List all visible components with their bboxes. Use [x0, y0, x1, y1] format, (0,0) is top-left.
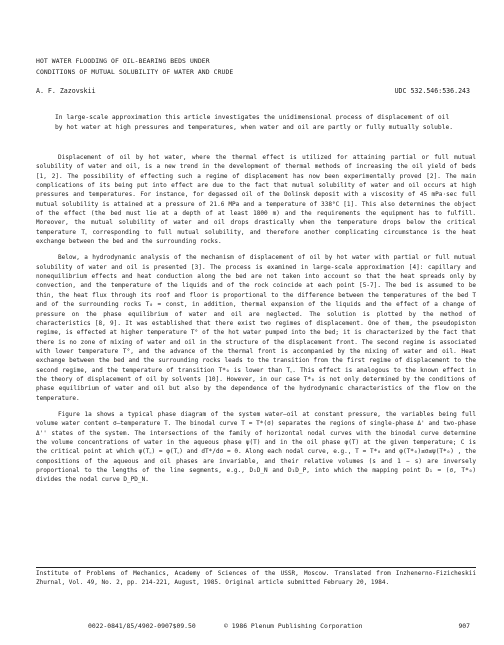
article-code: 0022-0841/85/4902-0907$09.50 [88, 622, 196, 630]
abstract: In large-scale approximation this article investigates the unidimensional process of displacement of oil by hot water at high pressures and temperatures, when water and oil are partly or fully mutually soluble. [55, 114, 454, 132]
footnote: Institute of Problems of Mechanics, Academy of Sciences of the USSR, Moscow. Translated from Inzhenerno-Fizicheskii Zhurnal, Vol. 49, No. 2, pp. 214-221, August, 1985. Original article submitted February 20, 1984. [36, 570, 476, 587]
page-footer [36, 620, 476, 632]
body-paragraph-1: Displacement of oil by hot water, where the thermal effect is utilized for attaining partial or full mutual solubility of water and oil, is a new trend in the development of thermal methods of increasing the oil yield of beds [1, 2]. The possibility of effecting such a regime of displacement has now been experimentally proved [2]. The main complications of its being put into effect are due to the fact that mutual solubility of water and oil occurs at high pressures and temperatures. For instance, for degassed oil of the Dolinsk deposit with a viscosity of 45 mPa·sec full mutual solubility is attained at a pressure of 21.6 MPa and a temperature of 338°C [1]. This also determines the object of the effect (the bed must lie at a depth of at least 1800 m) and the requirements the equipment has to fulfill. Moreover, the mutual solubility of water and oil drops drastically when the temperature drops below the critical temperature T꜀ corresponding to full mutual solubility, and therefore another complicating circumstance is the heat exchange between the bed and the surrounding rocks. [36, 154, 476, 246]
title-line-2: CONDITIONS OF MUTUAL SOLUBILITY OF WATER AND CRUDE [36, 68, 234, 76]
copyright-notice: © 1986 Plenum Publishing Corporation [224, 622, 363, 630]
footnote-divider [36, 567, 476, 568]
body-paragraph-2: Below, a hydrodynamic analysis of the mechanism of displacement of oil by hot water with partial or full mutual solubility of water and oil is presented [3]. The process is examined in large-scale approximation [4]: capillary and nonequilibrium effects and heat conduction along the bed are not taken into account so that the heat spreads only by convection, and the temperature of the liquids and of the rock coincide at each point [5-7]. The bed is assumed to be thin, the heat flux through its roof and floor is proportional to the difference between the temperatures of the bed T and of the surrounding rocks T₀ = const, in addition, thermal expansion of the liquids and the effect of a change of pressure on the phase equilibrium of water and oil are neglected. The solution is plotted by the method of characteristics [8, 9]. It was established that there exist two regimes of displacement. One of them, the pseudopiston regime, is effected at higher temperature T° of the hot water pumped into the bed; it is characterized by the fact that there is no zone of mixing of water and oil in the structure of the displacement front. The second regime is associated with lower temperature T°, and the advance of the thermal front is accompanied by the mixing of water and oil. Heat exchange between the bed and the surrounding rocks leads to the transition from the first regime of displacement to the second regime, and the temperature of transition T*₀ is lower than T꜀. This effect is analogous to the known effect in the theory of displacement of oil by solvents [10]. However, in our case T*₀ is not only determined by the conditions of phase equilibrium of water and oil but also by the dependence of the hydrodynamic characteristics of the flow on the temperature. [36, 254, 476, 402]
body-paragraph-3: Figure 1a shows a typical phase diagram of the system water—oil at constant pressure, the variables being full volume water content σ—temperature T. The binodal curve T = T*(σ) separates the regions of single-phase Δ' and two-phase Δ'' states of the system. The intersections of the family of horizontal nodal curves with the binodal curve determine the volume concentrations of water in the aqueous phase ψ(T) and in the oil phase φ(T) at the given temperature; C is the critical point at which ψ(T꜀) = φ(T꜀) and dT*/dσ = 0. Along each nodal curve, e.g., T = T*₀ and φ(T*₀)≤σ≤ψ(T*₀) , the compositions of the aqueous and oil phases are invariable, and their relative volumes (s and 1 − s) are inversely proportional to the lengths of the line segments, e.g., D₁D_N and D₁D_P, into which the mapping point D₁ = (σ, T*₀) divides the nodal curve D_PD_N. [36, 410, 476, 484]
udc-code: UDC 532.546:536.243 [394, 87, 470, 95]
page-number: 907 [458, 622, 470, 630]
author-name: A. F. Zazovskii [36, 87, 96, 95]
article-body [36, 153, 476, 486]
article-title [36, 56, 476, 78]
title-line-1: HOT WATER FLOODING OF OIL-BEARING BEDS UNDER [36, 57, 210, 65]
author-row [36, 85, 476, 97]
